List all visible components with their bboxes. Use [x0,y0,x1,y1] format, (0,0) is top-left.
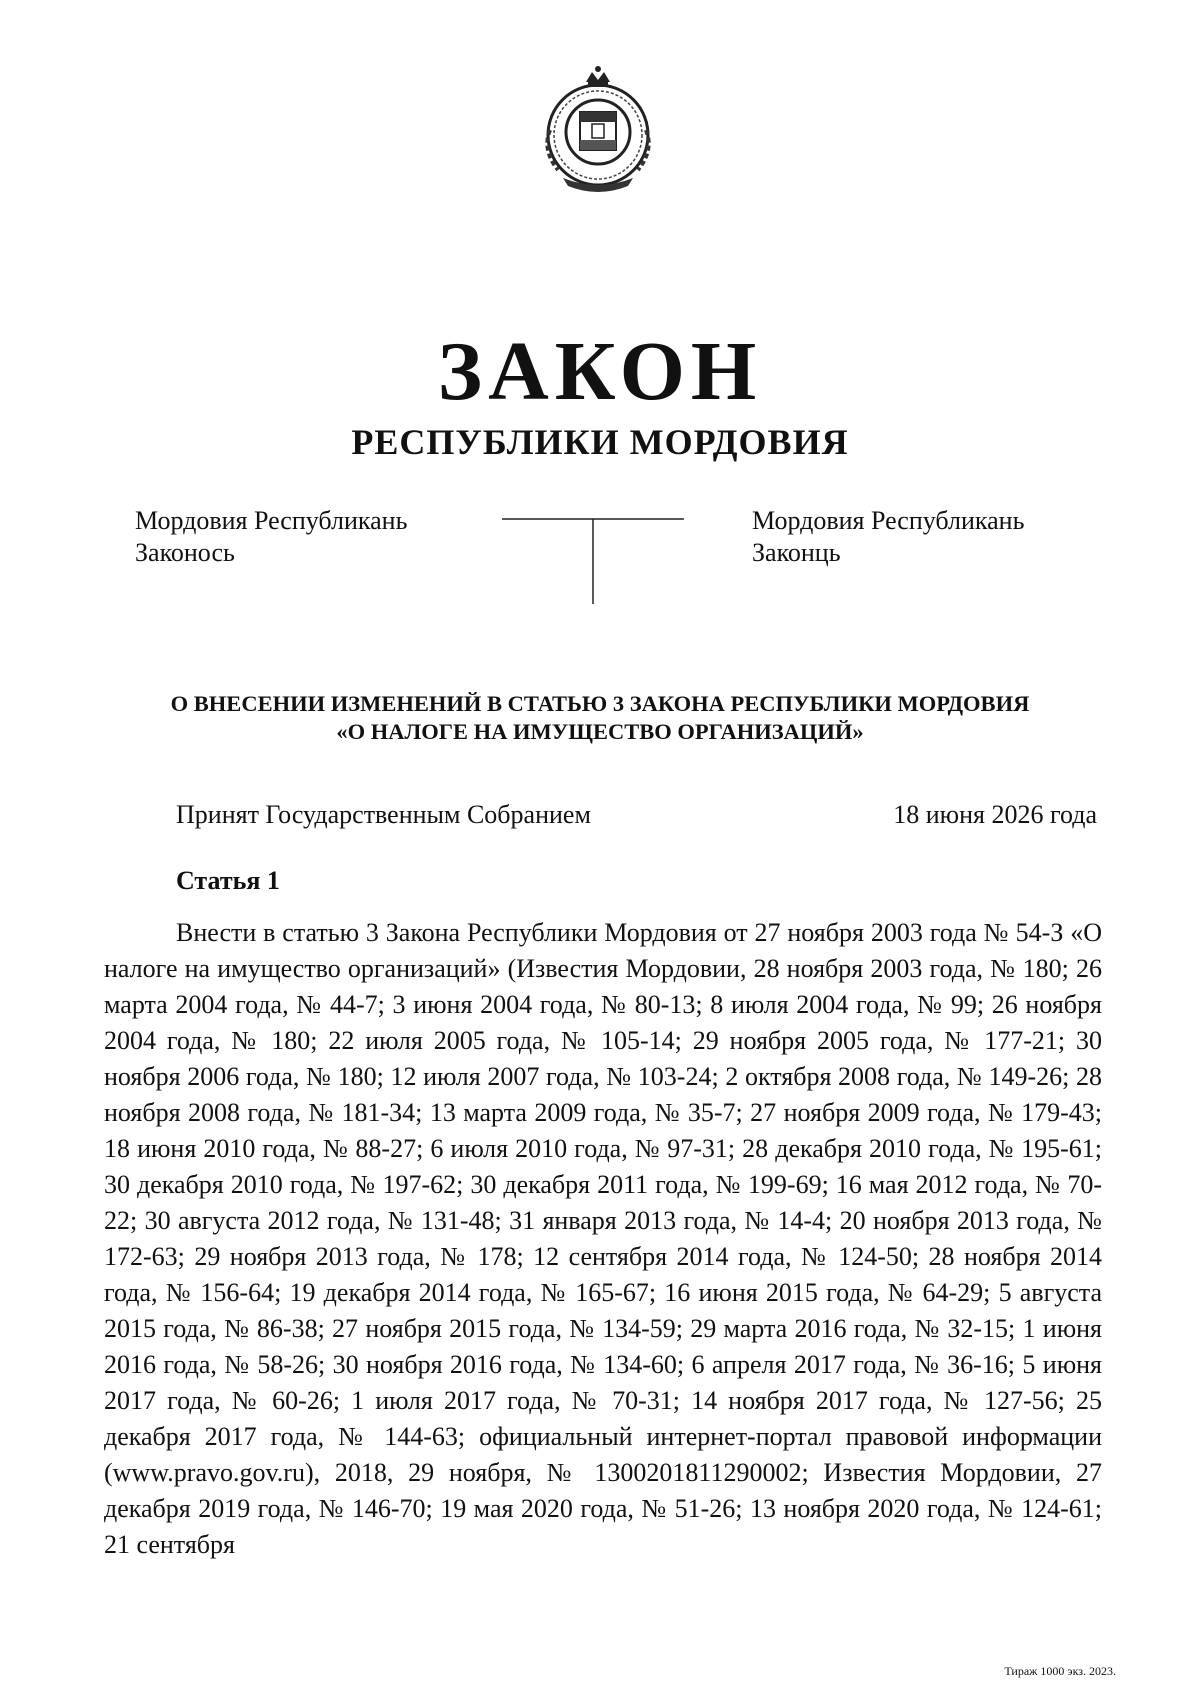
adopted-by: Принят Государственным Собранием [176,800,591,829]
article-body: Внести в статью 3 Закона Республики Мордовия от 27 ноября 2003 года № 54-З «О налоге на имущество организаций» (Известия Мордовии, 28 ноября 2003 года, № 180; 26 марта 2004 года, № 44-7; 3 июня 2004 года, № 80-13; 8 июля 2004 года, № 99; 26 ноября 2004 года, № 180; 22 июля 2005 года, № 105-14; 29 ноября 2005 года, № 177-21; 30 ноября 2006 года, № 180; 12 июля 2007 года, № 103-24; 2 октября 2008 года, № 149-26; 28 ноября 2008 года, № 181-34; 13 марта 2009 года, № 35-7; 27 ноября 2009 года, № 179-43; 18 июня 2010 года, № 88-27; 6 июля 2010 года, № 97-31; 28 декабря 2010 года, № 195-61; 30 декабря 2010 года, № 197-62; 30 декабря 2011 года, № 199-69; 16 мая 2012 года, № 70-22; 30 августа 2012 года, № 131-48; 31 января 2013 года, № 14-4; 20 ноября 2013 года, № 172-63; 29 ноября 2013 года, № 178; 12 сентября 2014 года, № 124-50; 28 ноября 2014 года, № 156-64; 19 декабря 2014 года, № 165-67; 16 июня 2015 года, № 64-29; 5 августа 2015 года, № 86-38; 27 ноября 2015 года, № 134-59; 29 марта 2016 года, № 32-15; 1 июня 2016 года, № 58-26; 30 ноября 2016 года, № 134-60; 6 апреля 2017 года, № 36-16; 5 июня 2017 года, № 60-26; 1 июля 2017 года, № 70-31; 14 ноября 2017 года, № 127-56; 25 декабря 2017 года, № 144-63; официальный интернет-портал правовой информации (www.pravo.gov.ru), 2018, 29 ноября, № 1300201811290002; Известия Мордовии, 27 декабря 2019 года, № 146-70; 19 мая 2020 года, № 51-26; 13 ноября 2020 года, № 124-61; 21 сентября [104,918,1102,1559]
heading-separator [502,518,684,604]
adopted-date: 18 июня 2026 года [893,800,1097,829]
moksha-left-line2: Законось [135,538,235,567]
law-title: ЗАКОН [437,325,763,418]
article-title: Статья 1 [176,866,280,895]
moksha-right-line2: Законць [752,538,841,567]
document-heading-line1: О ВНЕСЕНИИ ИЗМЕНЕНИЙ В СТАТЬЮ 3 ЗАКОНА РЕСПУБЛИКИ МОРДОВИЯ [170,691,1030,716]
moksha-right-line1: Мордовия Республикань [752,506,1025,535]
moksha-heading-left [135,505,407,569]
coat-of-arms-icon [528,60,668,200]
document-heading [0,690,1200,746]
document-heading-line2: «О НАЛОГЕ НА ИМУЩЕСТВО ОРГАНИЗАЦИЙ» [336,719,864,744]
moksha-left-line1: Мордовия Республикань [135,506,408,535]
law-subtitle: РЕСПУБЛИКИ МОРДОВИЯ [351,422,849,462]
moksha-heading-right [752,505,1024,569]
print-run-note: Тираж 1000 экз. 2023. [1004,1664,1116,1678]
